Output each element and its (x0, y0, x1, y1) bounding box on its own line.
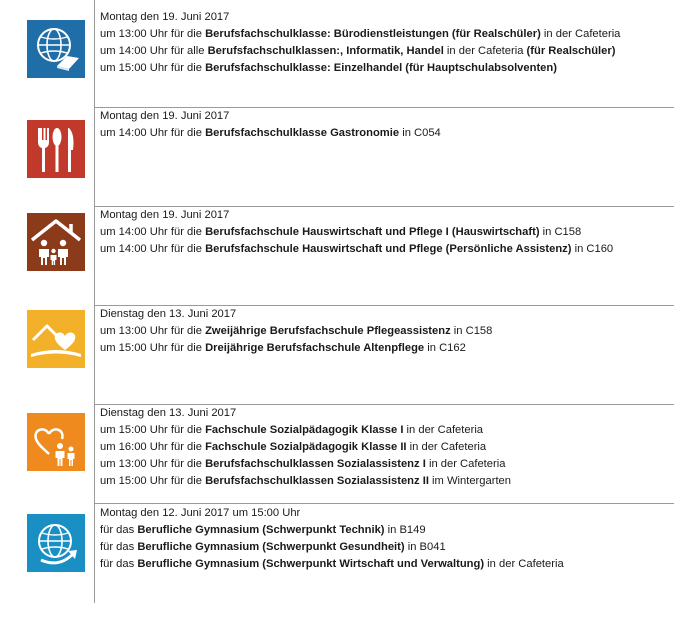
section-5 (100, 405, 695, 490)
vertical-divider (94, 0, 95, 603)
schedule-line: um 16:00 Uhr für die Fachschule Sozialpädagogik Klasse II in der Cafeteria (100, 441, 487, 453)
schedule-line: um 15:00 Uhr für die Fachschule Sozialpädagogik Klasse I in der Cafeteria (100, 424, 484, 436)
heart-house-icon (27, 310, 85, 368)
schedule-line: um 14:00 Uhr für die Berufsfachschule Hauswirtschaft und Pflege (Persönliche Assistenz) in C160 (100, 243, 614, 255)
schedule-line: für das Berufliche Gymnasium (Schwerpunkt Technik) in B149 (100, 524, 426, 536)
schedule-line: um 13:00 Uhr für die Zweijährige Berufsfachschule Pflegeassistenz in C158 (100, 325, 493, 337)
schedule-line: um 15:00 Uhr für die Berufsfachschulklassen Sozialassistenz II im Wintergarten (100, 475, 512, 487)
heart-family-icon (27, 413, 85, 471)
section-date: Montag den 12. Juni 2017 um 15:00 Uhr (100, 507, 301, 519)
section-4 (100, 306, 695, 357)
schedule-line: um 14:00 Uhr für alle Berufsfachschulklassen:, Informatik, Handel in der Cafeteria (für Realschüler) (100, 45, 616, 57)
globe-arrow-icon (27, 514, 85, 572)
section-date: Dienstag den 13. Juni 2017 (100, 407, 237, 419)
schedule-line: für das Berufliche Gymnasium (Schwerpunkt Wirtschaft und Verwaltung) in der Cafeteria (100, 558, 564, 570)
schedule-line: um 13:00 Uhr für die Berufsfachschulklasse: Bürodienstleistungen (für Realschüler) in der Cafeteria (100, 28, 621, 40)
section-2 (100, 108, 695, 142)
section-1 (100, 9, 695, 77)
schedule-line: um 14:00 Uhr für die Berufsfachschulklasse Gastronomie in C054 (100, 127, 441, 139)
globe-book-icon (27, 20, 85, 78)
section-date: Montag den 19. Juni 2017 (100, 11, 230, 23)
schedule-line: um 13:00 Uhr für die Berufsfachschulklassen Sozialassistenz I in der Cafeteria (100, 458, 506, 470)
schedule-line: für das Berufliche Gymnasium (Schwerpunkt Gesundheit) in B041 (100, 541, 446, 553)
schedule-line: um 15:00 Uhr für die Berufsfachschulklasse: Einzelhandel (für Hauptschulabsolventen) (100, 62, 557, 74)
section-date: Montag den 19. Juni 2017 (100, 209, 230, 221)
section-6 (100, 505, 695, 573)
section-date: Dienstag den 13. Juni 2017 (100, 308, 237, 320)
schedule-line: um 15:00 Uhr für die Dreijährige Berufsfachschule Altenpflege in C162 (100, 342, 466, 354)
schedule-line: um 14:00 Uhr für die Berufsfachschule Hauswirtschaft und Pflege I (Hauswirtschaft) in C158 (100, 226, 582, 238)
section-3 (100, 207, 695, 258)
section-divider (94, 503, 674, 504)
house-family-icon (27, 213, 85, 271)
section-date: Montag den 19. Juni 2017 (100, 110, 230, 122)
cutlery-icon (27, 120, 85, 178)
